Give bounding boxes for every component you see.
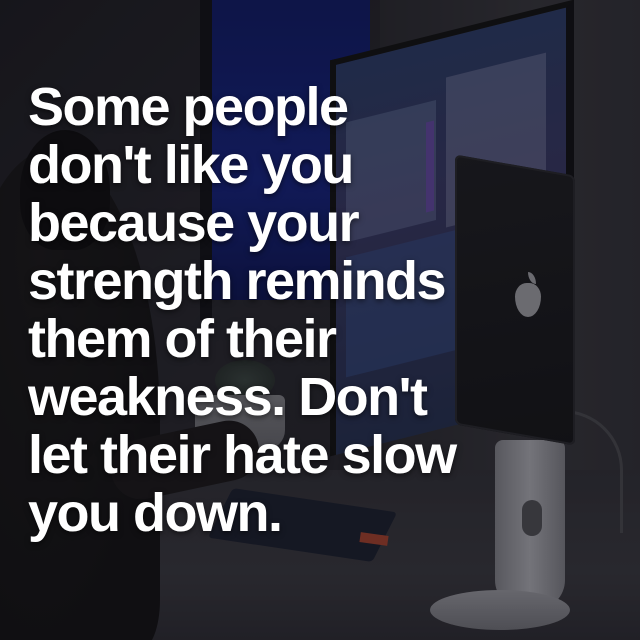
quote-line: let their hate slow — [28, 425, 456, 485]
quote-line: Some people — [28, 77, 348, 137]
quote-line: don't like you — [28, 135, 353, 195]
quote-line: because your — [28, 193, 359, 253]
quote-line: weakness. Don't — [28, 367, 427, 427]
quote-line: strength reminds — [28, 251, 446, 311]
quote-line: you down. — [28, 483, 282, 543]
quote-line: them of their — [28, 309, 336, 369]
quote-text — [28, 78, 628, 542]
